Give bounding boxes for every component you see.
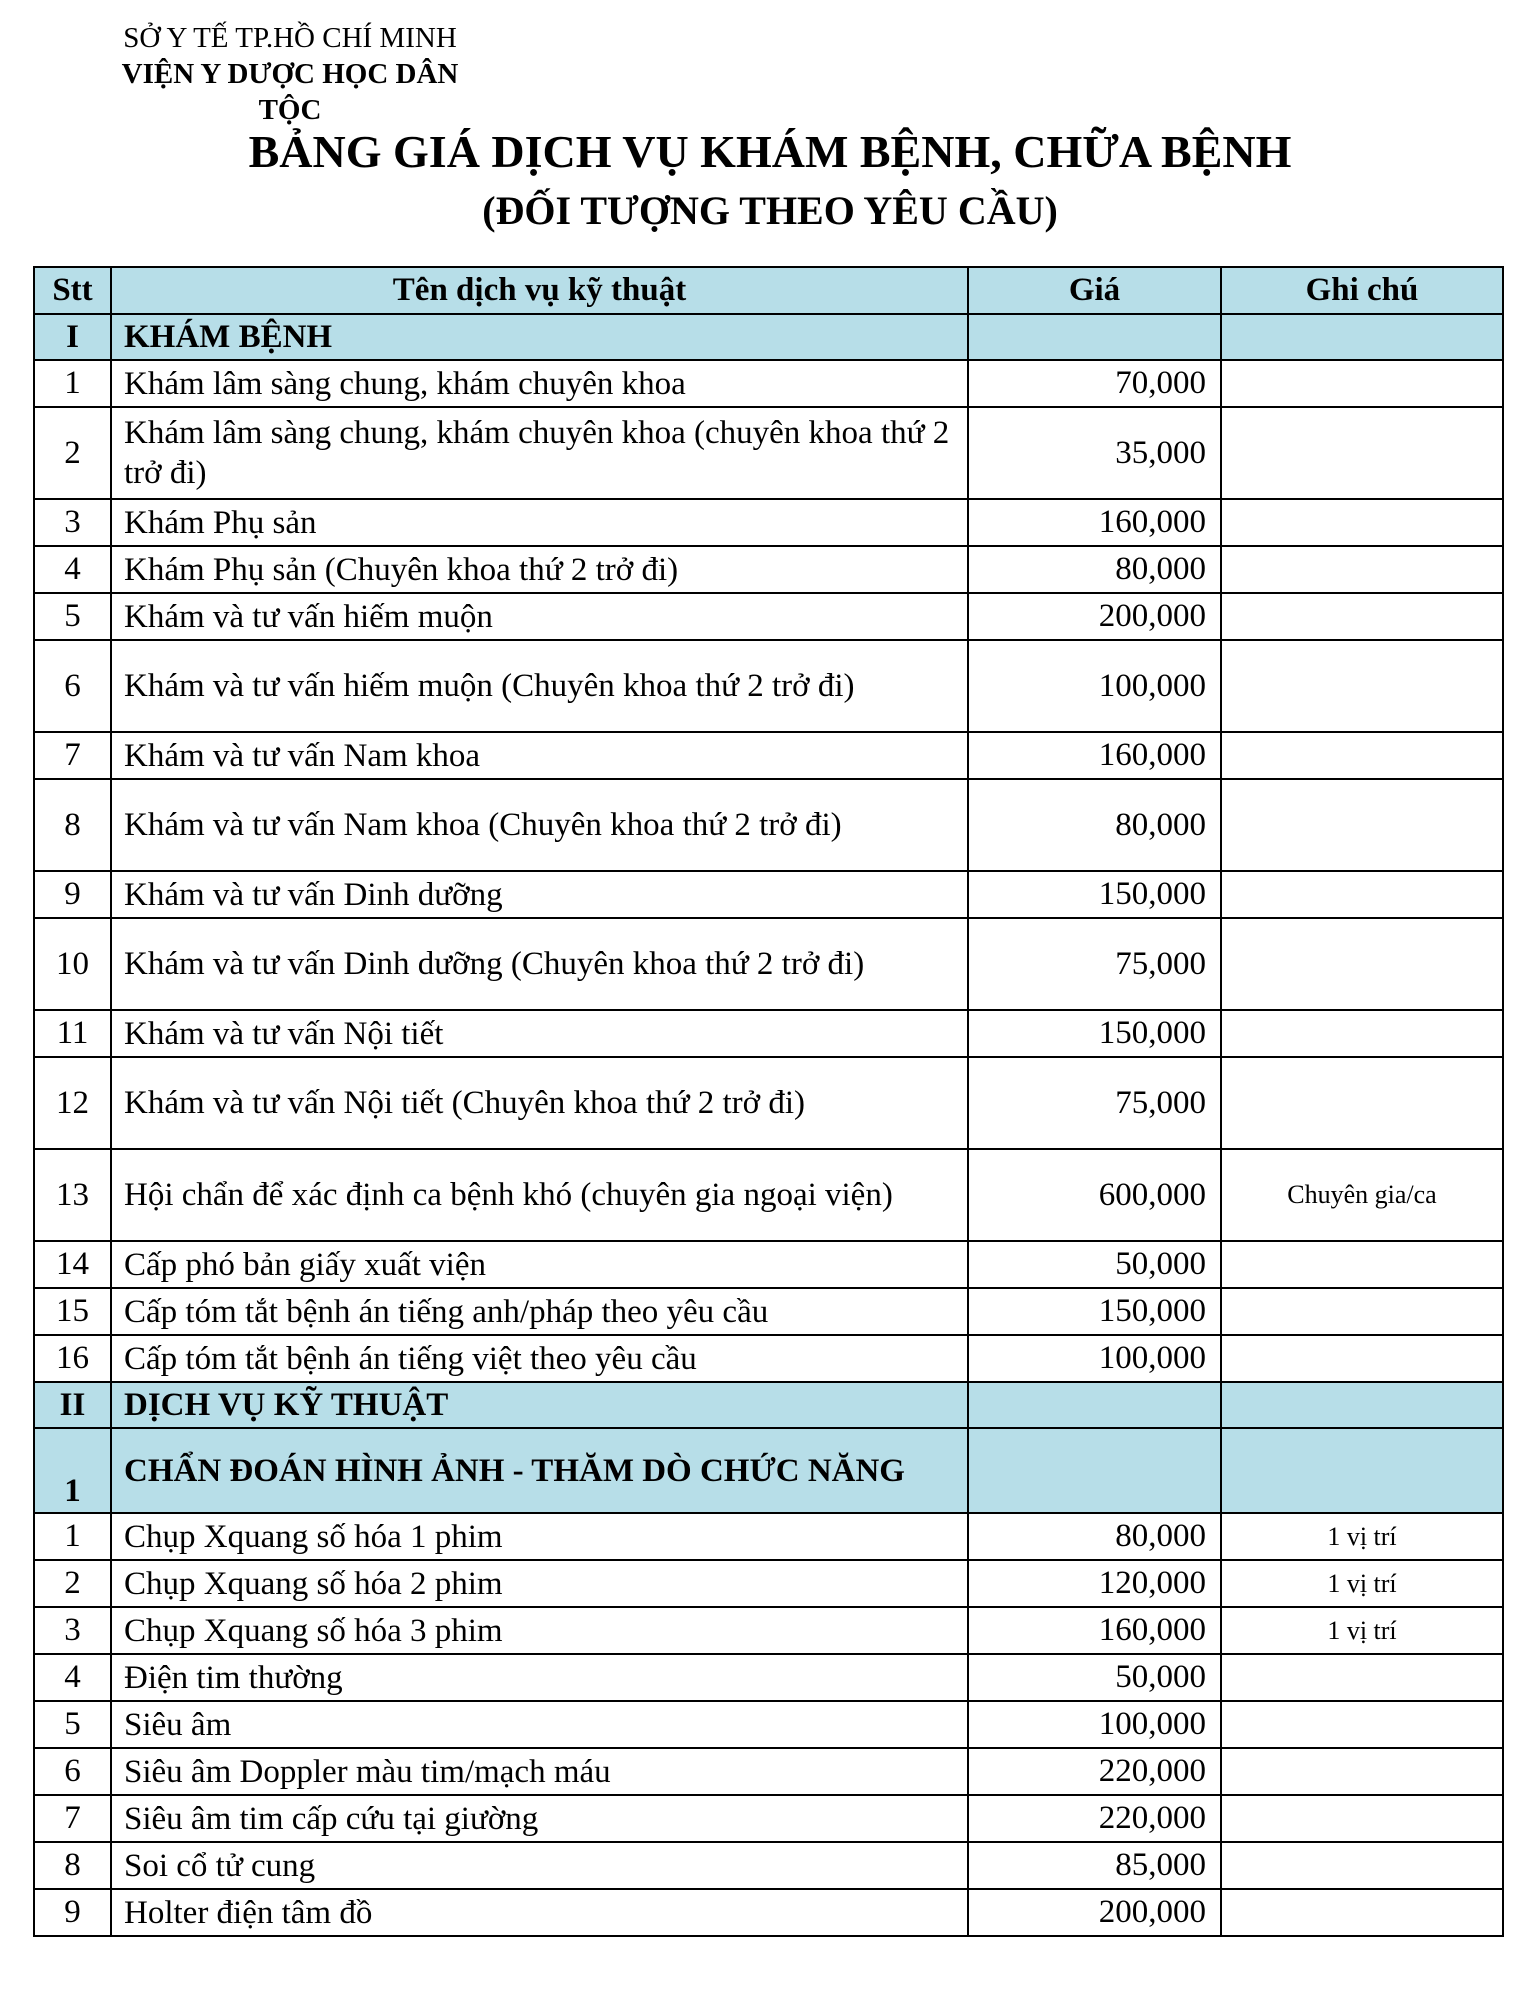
cell-note bbox=[1221, 871, 1503, 918]
cell-price: 100,000 bbox=[968, 1701, 1221, 1748]
table-row bbox=[34, 499, 1503, 546]
cell-price: 220,000 bbox=[968, 1748, 1221, 1795]
cell-stt: 1 bbox=[34, 1513, 111, 1560]
cell-service-name: KHÁM BỆNH bbox=[111, 314, 968, 360]
cell-price bbox=[968, 314, 1221, 360]
cell-stt: 8 bbox=[34, 1842, 111, 1889]
cell-price: 50,000 bbox=[968, 1654, 1221, 1701]
cell-service-name: Khám và tư vấn Nam khoa bbox=[111, 732, 968, 779]
table-row bbox=[34, 1513, 1503, 1560]
table-row bbox=[34, 1842, 1503, 1889]
table-header-row bbox=[34, 267, 1503, 314]
cell-service-name: Chụp Xquang số hóa 3 phim bbox=[111, 1607, 968, 1654]
section-row bbox=[34, 314, 1503, 360]
cell-service-name: Cấp tóm tắt bệnh án tiếng anh/pháp theo yêu cầu bbox=[111, 1288, 968, 1335]
column-header-note: Ghi chú bbox=[1221, 267, 1503, 314]
table-body bbox=[34, 314, 1503, 1936]
table-row bbox=[34, 407, 1503, 499]
cell-note bbox=[1221, 1335, 1503, 1382]
price-table bbox=[33, 266, 1504, 1937]
page-title: BẢNG GIÁ DỊCH VỤ KHÁM BỆNH, CHỮA BỆNH bbox=[248, 126, 1292, 177]
cell-note bbox=[1221, 1288, 1503, 1335]
cell-note bbox=[1221, 1382, 1503, 1428]
table-row bbox=[34, 360, 1503, 407]
cell-service-name: Khám và tư vấn Nội tiết (Chuyên khoa thứ 2 trở đi) bbox=[111, 1057, 968, 1149]
cell-note bbox=[1221, 779, 1503, 871]
cell-price: 150,000 bbox=[968, 1010, 1221, 1057]
cell-stt: 5 bbox=[34, 1701, 111, 1748]
cell-service-name: Khám lâm sàng chung, khám chuyên khoa (chuyên khoa thứ 2 trở đi) bbox=[111, 407, 968, 499]
cell-service-name: Khám Phụ sản (Chuyên khoa thứ 2 trở đi) bbox=[111, 546, 968, 593]
table-row bbox=[34, 1889, 1503, 1936]
organization-header bbox=[90, 20, 490, 128]
department-name: SỞ Y TẾ TP.HỒ CHÍ MINH bbox=[123, 22, 457, 54]
table-row bbox=[34, 1795, 1503, 1842]
table-row bbox=[34, 779, 1503, 871]
cell-service-name: Chụp Xquang số hóa 1 phim bbox=[111, 1513, 968, 1560]
cell-price: 75,000 bbox=[968, 1057, 1221, 1149]
cell-service-name: Siêu âm bbox=[111, 1701, 968, 1748]
cell-note bbox=[1221, 918, 1503, 1010]
cell-note bbox=[1221, 1057, 1503, 1149]
table-row bbox=[34, 1010, 1503, 1057]
cell-service-name: Cấp tóm tắt bệnh án tiếng việt theo yêu cầu bbox=[111, 1335, 968, 1382]
cell-price: 150,000 bbox=[968, 871, 1221, 918]
cell-service-name: Khám và tư vấn Nội tiết bbox=[111, 1010, 968, 1057]
cell-note: 1 vị trí bbox=[1221, 1513, 1503, 1560]
cell-note bbox=[1221, 1748, 1503, 1795]
cell-price bbox=[968, 1382, 1221, 1428]
cell-stt: 7 bbox=[34, 732, 111, 779]
cell-service-name: Cấp phó bản giấy xuất viện bbox=[111, 1241, 968, 1288]
table-row bbox=[34, 1288, 1503, 1335]
cell-stt: 14 bbox=[34, 1241, 111, 1288]
cell-service-name: Khám Phụ sản bbox=[111, 499, 968, 546]
table-row bbox=[34, 732, 1503, 779]
table-row bbox=[34, 1149, 1503, 1241]
section-row bbox=[34, 1428, 1503, 1513]
cell-note bbox=[1221, 732, 1503, 779]
cell-stt: 12 bbox=[34, 1057, 111, 1149]
cell-note bbox=[1221, 1010, 1503, 1057]
cell-stt: II bbox=[34, 1382, 111, 1428]
cell-note bbox=[1221, 360, 1503, 407]
institute-name: VIỆN Y DƯỢC HỌC DÂN TỘC bbox=[121, 58, 459, 126]
cell-service-name: Khám và tư vấn Dinh dưỡng (Chuyên khoa thứ 2 trở đi) bbox=[111, 918, 968, 1010]
cell-note bbox=[1221, 1889, 1503, 1936]
table-row bbox=[34, 918, 1503, 1010]
table-row bbox=[34, 1560, 1503, 1607]
column-header-price: Giá bbox=[968, 267, 1221, 314]
cell-stt: 1 bbox=[34, 360, 111, 407]
cell-note bbox=[1221, 1795, 1503, 1842]
cell-service-name: Siêu âm tim cấp cứu tại giường bbox=[111, 1795, 968, 1842]
cell-service-name: Khám và tư vấn Dinh dưỡng bbox=[111, 871, 968, 918]
cell-note: 1 vị trí bbox=[1221, 1560, 1503, 1607]
table-row bbox=[34, 1748, 1503, 1795]
cell-stt: 4 bbox=[34, 1654, 111, 1701]
cell-note bbox=[1221, 499, 1503, 546]
cell-price: 75,000 bbox=[968, 918, 1221, 1010]
cell-price: 80,000 bbox=[968, 1513, 1221, 1560]
cell-price: 120,000 bbox=[968, 1560, 1221, 1607]
table-row bbox=[34, 1654, 1503, 1701]
column-header-service: Tên dịch vụ kỹ thuật bbox=[111, 267, 968, 314]
cell-price: 160,000 bbox=[968, 499, 1221, 546]
cell-stt: 15 bbox=[34, 1288, 111, 1335]
table-row bbox=[34, 871, 1503, 918]
cell-price: 80,000 bbox=[968, 546, 1221, 593]
cell-price: 200,000 bbox=[968, 593, 1221, 640]
cell-note bbox=[1221, 640, 1503, 732]
cell-stt: 2 bbox=[34, 1560, 111, 1607]
table-row bbox=[34, 1701, 1503, 1748]
cell-stt: 16 bbox=[34, 1335, 111, 1382]
cell-service-name: CHẨN ĐOÁN HÌNH ẢNH - THĂM DÒ CHỨC NĂNG bbox=[111, 1428, 968, 1513]
cell-price: 600,000 bbox=[968, 1149, 1221, 1241]
table-row bbox=[34, 640, 1503, 732]
cell-stt: 6 bbox=[34, 1748, 111, 1795]
cell-service-name: Soi cổ tử cung bbox=[111, 1842, 968, 1889]
table-row bbox=[34, 546, 1503, 593]
cell-note: Chuyên gia/ca bbox=[1221, 1149, 1503, 1241]
cell-stt: I bbox=[34, 314, 111, 360]
cell-note bbox=[1221, 314, 1503, 360]
cell-note bbox=[1221, 1241, 1503, 1288]
cell-stt: 10 bbox=[34, 918, 111, 1010]
cell-price: 80,000 bbox=[968, 779, 1221, 871]
cell-price: 50,000 bbox=[968, 1241, 1221, 1288]
cell-stt: 3 bbox=[34, 1607, 111, 1654]
table-row bbox=[34, 593, 1503, 640]
cell-service-name: Khám và tư vấn Nam khoa (Chuyên khoa thứ 2 trở đi) bbox=[111, 779, 968, 871]
table-row bbox=[34, 1335, 1503, 1382]
cell-price: 100,000 bbox=[968, 1335, 1221, 1382]
cell-note bbox=[1221, 593, 1503, 640]
cell-stt: 13 bbox=[34, 1149, 111, 1241]
cell-note bbox=[1221, 1701, 1503, 1748]
cell-stt: 2 bbox=[34, 407, 111, 499]
cell-stt: 9 bbox=[34, 1889, 111, 1936]
cell-stt: 7 bbox=[34, 1795, 111, 1842]
cell-price bbox=[968, 1428, 1221, 1513]
cell-price: 200,000 bbox=[968, 1889, 1221, 1936]
cell-price: 220,000 bbox=[968, 1795, 1221, 1842]
cell-service-name: DỊCH VỤ KỸ THUẬT bbox=[111, 1382, 968, 1428]
cell-price: 150,000 bbox=[968, 1288, 1221, 1335]
cell-service-name: Hội chẩn để xác định ca bệnh khó (chuyên gia ngoại viện) bbox=[111, 1149, 968, 1241]
page-subtitle: (ĐỐI TƯỢNG THEO YÊU CẦU) bbox=[482, 188, 1058, 233]
cell-note bbox=[1221, 1428, 1503, 1513]
cell-price: 85,000 bbox=[968, 1842, 1221, 1889]
cell-stt: 1 bbox=[34, 1428, 111, 1513]
cell-stt: 4 bbox=[34, 546, 111, 593]
section-row bbox=[34, 1382, 1503, 1428]
cell-stt: 5 bbox=[34, 593, 111, 640]
cell-service-name: Điện tim thường bbox=[111, 1654, 968, 1701]
cell-price: 35,000 bbox=[968, 407, 1221, 499]
cell-note bbox=[1221, 1842, 1503, 1889]
cell-stt: 9 bbox=[34, 871, 111, 918]
cell-price: 160,000 bbox=[968, 732, 1221, 779]
table-row bbox=[34, 1607, 1503, 1654]
cell-price: 160,000 bbox=[968, 1607, 1221, 1654]
cell-stt: 8 bbox=[34, 779, 111, 871]
cell-service-name: Holter điện tâm đồ bbox=[111, 1889, 968, 1936]
cell-stt: 11 bbox=[34, 1010, 111, 1057]
cell-service-name: Chụp Xquang số hóa 2 phim bbox=[111, 1560, 968, 1607]
cell-service-name: Khám lâm sàng chung, khám chuyên khoa bbox=[111, 360, 968, 407]
table-row bbox=[34, 1057, 1503, 1149]
cell-note bbox=[1221, 1654, 1503, 1701]
cell-stt: 6 bbox=[34, 640, 111, 732]
cell-service-name: Khám và tư vấn hiếm muộn (Chuyên khoa thứ 2 trở đi) bbox=[111, 640, 968, 732]
cell-note bbox=[1221, 407, 1503, 499]
cell-price: 100,000 bbox=[968, 640, 1221, 732]
cell-note bbox=[1221, 546, 1503, 593]
cell-note: 1 vị trí bbox=[1221, 1607, 1503, 1654]
column-header-stt: Stt bbox=[34, 267, 111, 314]
table-row bbox=[34, 1241, 1503, 1288]
cell-stt: 3 bbox=[34, 499, 111, 546]
cell-service-name: Khám và tư vấn hiếm muộn bbox=[111, 593, 968, 640]
cell-price: 70,000 bbox=[968, 360, 1221, 407]
cell-service-name: Siêu âm Doppler màu tim/mạch máu bbox=[111, 1748, 968, 1795]
